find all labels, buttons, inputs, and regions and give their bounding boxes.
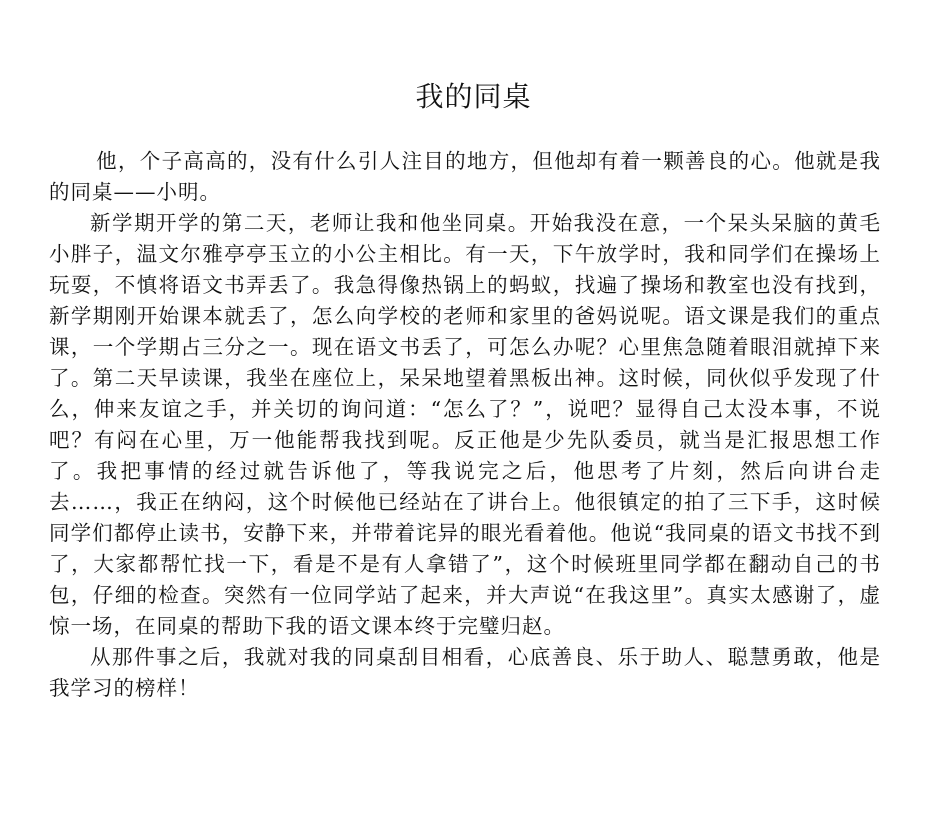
paragraph-3: 从那件事之后，我就对我的同桌刮目相看，心底善良、乐于助人、聪慧勇敢，他是我学习的榜样！	[49, 645, 881, 700]
document-title: 我的同桌	[415, 79, 532, 113]
paragraph-2: 新学期开学的第二天，老师让我和他坐同桌。开始我没在意，一个呆头呆脑的黄毛小胖子，温文尔雅亭亭玉立的小公主相比。有一天，下午放学时，我和同学们在操场上玩耍，不慎将语文书弄丢了。我急得像热锅上的蚂蚁，找遍了操场和教室也没有找到，新学期刚开始课本就丢了，怎么向学校的老师和家里的爸妈说呢。语文课是我们的重点课，一个学期占三分之一。现在语文书丢了，可怎么办呢？心里焦急随着眼泪就掉下来了。第二天早读课，我坐在座位上，呆呆地望着黑板出神。这时候，同伙似乎发现了什么，伸来友谊之手，并关切的询问道：“怎么了？”，说吧？显得自己太没本事，不说吧？有闷在心里，万一他能帮我找到呢。反正他是少先队委员，就当是汇报思想工作了。我把事情的经过就告诉他了，等我说完之后，他思考了片刻，然后向讲台走去……，我正在纳闷，这个时候他已经站在了讲台上。他很镇定的拍了三下手，这时候同学们都停止读书，安静下来，并带着诧异的眼光看着他。他说“我同桌的语文书找不到了，大家都帮忙找一下，看是不是有人拿错了”，这个时候班里同学都在翻动自己的书包，仔细的检查。突然有一位同学站了起来，并大声说“在我这里”。真实太感谢了，虚惊一场，在同桌的帮助下我的语文课本终于完璧归赵。	[49, 211, 881, 638]
paragraph-1: 他，个子高高的，没有什么引人注目的地方，但他却有着一颗善良的心。他就是我的同桌——小明。	[49, 149, 881, 204]
document-body	[49, 146, 881, 704]
